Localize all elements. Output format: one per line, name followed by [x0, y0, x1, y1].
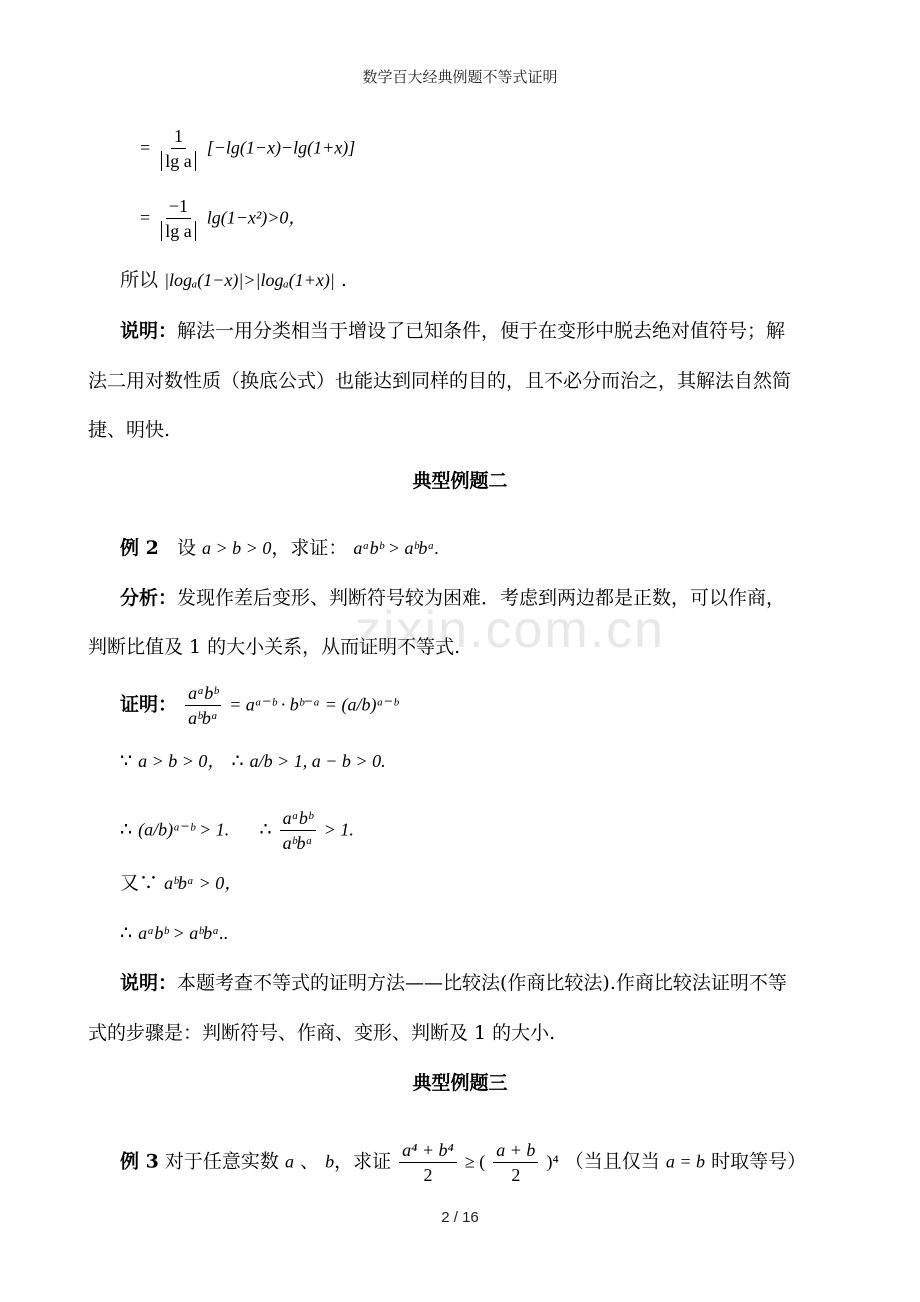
relation: ≥ (: [464, 1151, 486, 1172]
example-mid: ，求证: [334, 1150, 392, 1173]
analysis-text: 发现作差后变形、判断符号较为困难．考虑到两边都是正数，可以作商，: [177, 587, 786, 609]
note1-line-1: [120, 320, 785, 342]
section-title: 典型例题二: [412, 470, 508, 492]
exponent-tail: )⁴: [546, 1151, 559, 1172]
equation-line-2: [140, 196, 306, 241]
conclusion-math: |logₐ(1−x)|>|logₐ(1+x)|: [164, 270, 335, 290]
fraction-numerator: aᵃbᵇ: [280, 808, 316, 831]
page-header: 数学百大经典例题不等式证明: [362, 68, 558, 86]
fraction-denominator: lg a: [161, 221, 196, 241]
paren-text: （当且仅当: [564, 1150, 660, 1173]
fraction-denominator: aᵇbᵃ: [188, 708, 219, 728]
fraction: [158, 126, 199, 171]
example-label: 例 2: [120, 537, 159, 559]
fraction-denominator: aᵇbᵃ: [282, 833, 313, 853]
fraction-denominator: lg a: [161, 151, 196, 171]
conclusion-line: [120, 269, 347, 291]
step3-a: (a/b)ᵃ⁻ᵇ > 1.: [138, 819, 230, 840]
fraction-denominator: 2: [511, 1165, 521, 1185]
note1-line-3: 捷、明快.: [88, 419, 171, 441]
example-2: [120, 537, 439, 559]
final-result: aᵃbᵇ > aᵇbᵃ..: [138, 923, 229, 943]
fraction: [158, 196, 199, 241]
note-label: 说明：: [120, 320, 178, 342]
equation-body: [−lg(1−x)−lg(1+x)]: [206, 137, 356, 158]
fraction-numerator: 1: [171, 126, 186, 149]
note-label: 说明：: [120, 972, 178, 994]
analysis-label: 分析：: [120, 587, 178, 609]
fraction: [280, 808, 316, 853]
therefore-symbol: ∴: [231, 750, 244, 772]
note2-line-1: [120, 972, 787, 994]
therefore-symbol: ∴: [120, 922, 133, 944]
step3-line: [120, 808, 354, 853]
page-number: 2 / 16: [441, 1209, 479, 1226]
equals-sign: =: [140, 137, 151, 158]
therefore-symbol: ∴: [259, 818, 272, 841]
because-symbol: ∵: [120, 750, 133, 772]
since-line: [120, 750, 386, 772]
also-label: 又: [120, 872, 140, 894]
since-result: a/b > 1, a − b > 0.: [249, 751, 386, 771]
example-text: 对于任意实数: [164, 1150, 279, 1173]
equation-body: lg(1−x²)>0，: [206, 207, 307, 228]
also-condition: aᵇbᵃ > 0，: [164, 873, 243, 893]
equation-line-1: [140, 126, 355, 171]
var-a: a: [284, 1151, 294, 1172]
therefore-symbol: ∴: [120, 818, 133, 841]
since-condition: a > b > 0，: [138, 751, 226, 771]
example-mid: ，求证：: [271, 537, 348, 559]
example-text: 设: [176, 537, 196, 559]
because-symbol: ∵: [139, 872, 159, 894]
fraction-numerator: a⁴ + b⁴: [399, 1140, 457, 1163]
fraction: [493, 1140, 538, 1185]
note1-line-2: 法二用对数性质（换底公式）也能达到同样的目的，且不必分而治之，其解法自然简: [88, 370, 792, 392]
section-title: 典型例题三: [412, 1072, 508, 1094]
conclusion-prefix: 所以: [120, 269, 159, 291]
example-3: [120, 1140, 806, 1185]
var-b: b: [325, 1151, 335, 1172]
example-condition: a > b > 0: [202, 538, 272, 558]
example-label: 例 3: [120, 1150, 159, 1173]
fraction-numerator: aᵃbᵇ: [185, 683, 221, 706]
paren-end: 时取等号）: [711, 1150, 807, 1173]
fraction-numerator: −1: [166, 196, 191, 219]
fraction-denominator: 2: [423, 1165, 433, 1185]
analysis-line-2: 判断比值及 1 的大小关系，从而证明不等式.: [88, 636, 461, 658]
example-claim: aᵃbᵇ > aᵇbᵃ.: [353, 538, 440, 558]
proof-rest: = aᵃ⁻ᵇ · bᵇ⁻ᵃ = (a/b)ᵃ⁻ᵇ: [229, 694, 398, 715]
proof-label: 证明：: [120, 693, 178, 716]
separator: 、: [300, 1150, 320, 1173]
note-text: 本题考查不等式的证明方法——比较法(作商比较法).作商比较法证明不等: [177, 972, 787, 994]
conclusion-end: .: [340, 269, 347, 291]
equality-condition: a = b: [665, 1151, 706, 1172]
also-line: [120, 872, 242, 894]
note-text: 解法一用分类相当于增设了已知条件，便于在变形中脱去绝对值符号；解: [177, 320, 786, 342]
equals-sign: =: [140, 207, 151, 228]
watermark: zixin.com.cn: [355, 601, 666, 659]
note2-line-2: 式的步骤是：判断符号、作商、变形、判断及 1 的大小.: [88, 1022, 556, 1044]
final-line: [120, 922, 228, 944]
step3-b-rest: > 1.: [323, 819, 354, 840]
fraction-numerator: a + b: [493, 1140, 538, 1163]
fraction: [185, 683, 221, 728]
fraction: [399, 1140, 457, 1185]
proof-line: [120, 683, 398, 728]
